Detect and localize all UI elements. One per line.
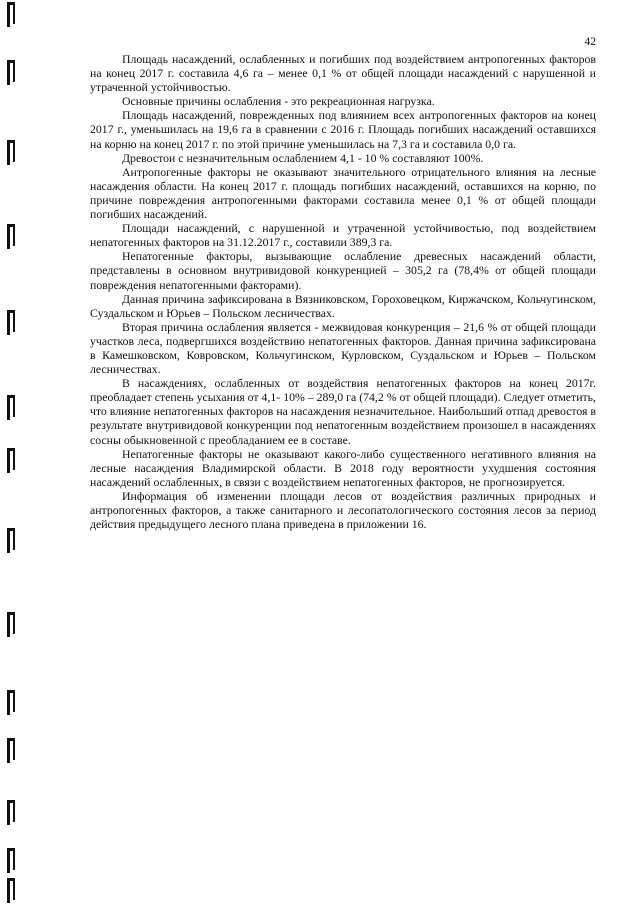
paragraph: Вторая причина ослабления является - межвидовая конкуренция – 21,6 % от общей площади участков леса, подвергшихся воздействию непатогенных факторов. Данная причина зафиксирована в Камешковском, Ковровском, Кольчугинском, Курловском, Суздальском и Юрьев – Польском лесничествах. [90,319,596,377]
binding-mark [6,448,16,474]
binding-mark [6,800,16,826]
binding-mark [6,310,16,336]
paragraph: В насаждениях, ослабленных от воздействия непатогенных факторов на конец 2017г. преобладает степень усыхания от 4,1- 10% – 289,0 га (74,2 % от общей площади). Следует отметить, что влияние непатогенных факторов на насаждения незначительное. Наибольший отпад древостоя в результате внутривидовой конкуренции под непатогенным воздействием произошел в насаждениях сосны обыкновенной с преобладанием ее в составе. [90,376,597,447]
binding-mark [6,738,16,764]
paragraph: Непатогенные факторы не оказывают какого-либо существенного негативного влияния на лесные насаждения Владимирской области. В 2018 году вероятности ухудшения состояния насаждений ослабленных, в связи с воздействием непатогенных факторов, не прогнозируется. [90,446,596,489]
paragraph: Площадь насаждений, поврежденных под влиянием всех антропогенных факторов на конец 2017 г., уменьшилась на 19,6 га в сравнении с 2016 г. Площадь погибших насаждений оставшихся на корню на конец 2017 г. по этой причине уменьшилась на 7,3 га и составила 0,0 га. [90,108,596,151]
binding-mark [6,848,16,874]
paragraph: Площади насаждений, с нарушенной и утраченной устойчивостью, под воздействием непатогенных факторов на 31.12.2017 г., составили 389,3 га. [90,221,596,250]
binding-marks [6,0,20,905]
paragraph: Древостои с незначительным ослаблением 4,1 - 10 % составляют 100%. [122,150,484,165]
paragraph: Непатогенные факторы, вызывающие ослабление древесных насаждений области, представлены в основном внутривидовой конкуренцией – 305,2 га (78,4% от общей площади повреждения непатогенными факторами). [90,249,596,292]
binding-mark [6,690,16,716]
paragraph: Основные причины ослабления - это рекреационная нагрузка. [122,94,435,109]
paragraph: Информация об изменении площади лесов от воздействия различных природных и антропогенных факторов, а также санитарного и лесопатологического состояния лесов за период действия предыдущего лесного плана приведена в приложении 16. [90,488,596,532]
page-number: 42 [584,36,596,48]
binding-mark [6,224,16,250]
paragraph: Антропогенные факторы не оказывают значительного отрицательного влияния на лесные насаждения области. На конец 2017 г. площадь погибших насаждений, оставшихся на корню, по причине повреждения антропогенными факторами составила менее 0,1 % от общей площади погибших насаждений. [90,164,596,222]
binding-mark [6,878,16,904]
paragraph: Данная причина зафиксирована в Вязниковском, Гороховецком, Киржачском, Кольчугинском, Суздальском и Юрьев – Польском лесничествах. [90,291,596,320]
binding-mark [6,612,16,638]
binding-mark [6,140,16,166]
binding-mark [6,2,16,28]
binding-mark [6,60,16,86]
document-body [90,52,596,531]
paragraph: Площадь насаждений, ослабленных и погибших под воздействием антропогенных факторов на конец 2017 г. составила 4,6 га – менее 0,1 % от общей площади насаждений с нарушенной и утраченной устойчивостью. [90,52,596,95]
binding-mark [6,395,16,421]
binding-mark [6,528,16,554]
